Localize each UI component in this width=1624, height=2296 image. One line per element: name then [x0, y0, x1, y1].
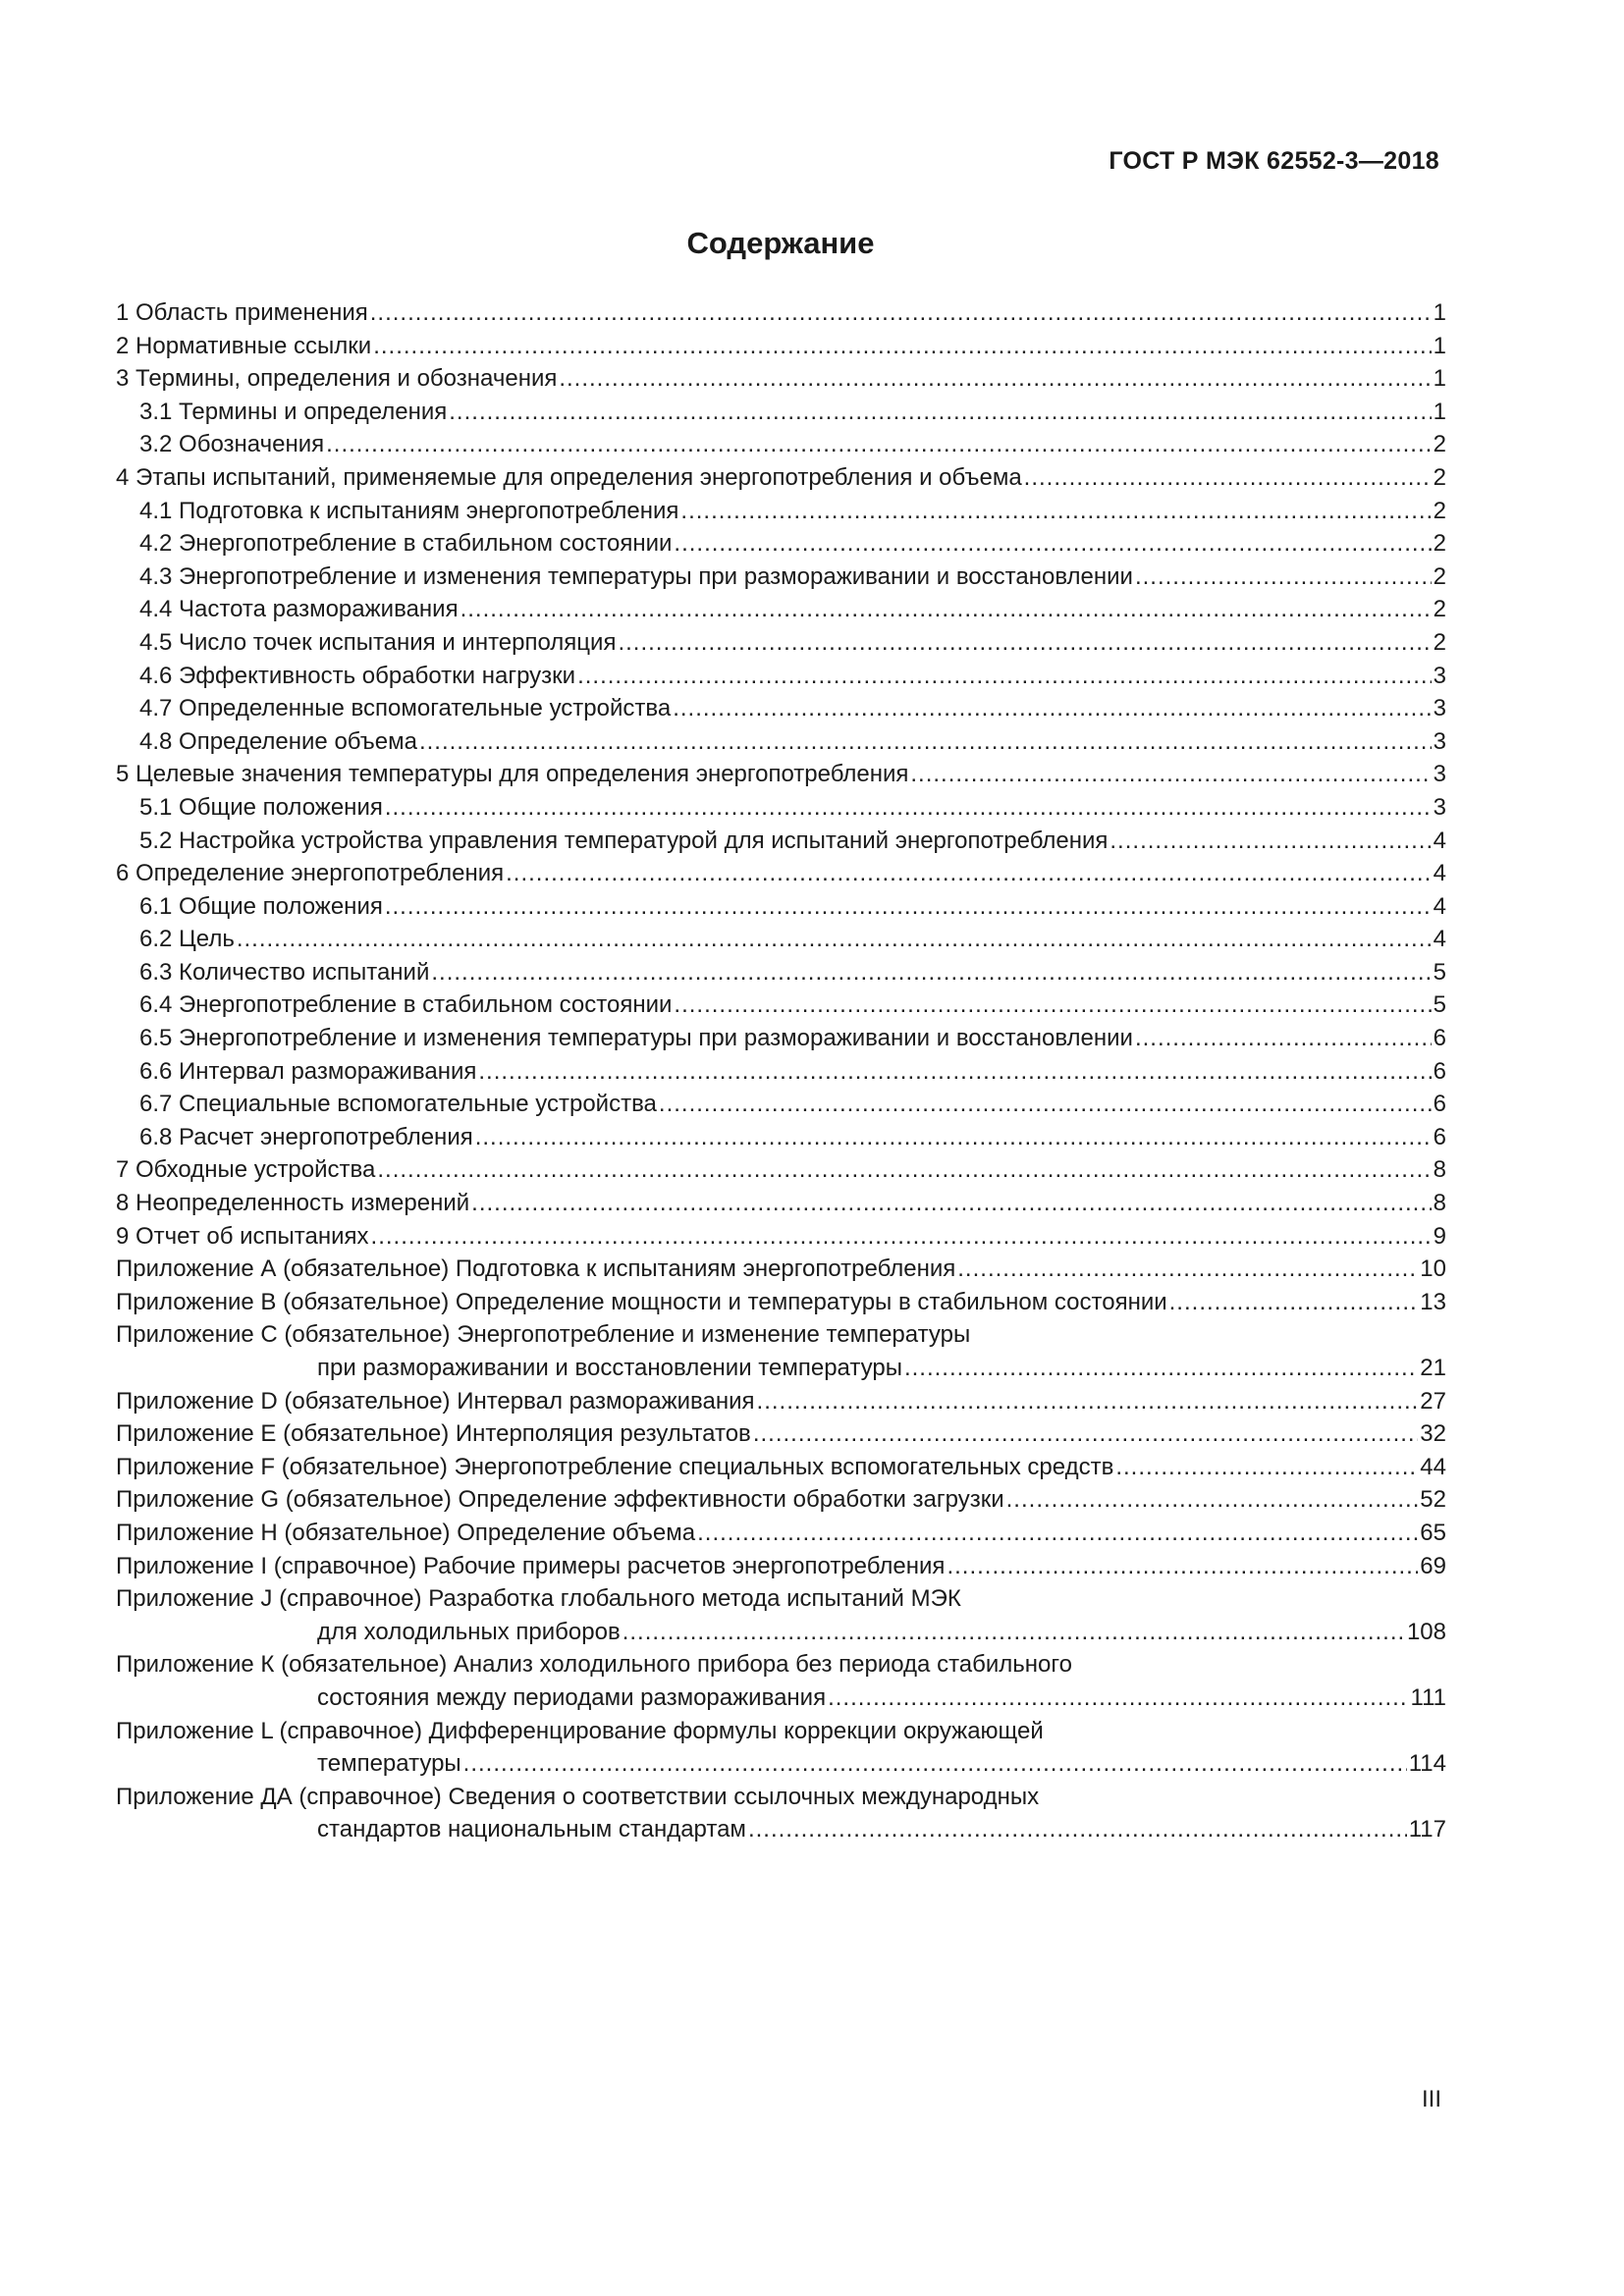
toc-entry-title-continued: для холодильных приборов [317, 1618, 621, 1645]
dot-leader [1169, 1286, 1419, 1319]
toc-page-number: 111 [1410, 1683, 1446, 1711]
toc-entry-title: 4.2 Энергопотребление в стабильном состоянии [139, 530, 673, 558]
toc-entry[interactable] [116, 956, 1446, 989]
dot-leader [659, 1088, 1432, 1121]
toc-page-number: 1 [1433, 398, 1446, 425]
toc-page-number: 6 [1433, 1057, 1446, 1085]
toc-entry[interactable] [116, 1220, 1446, 1254]
dot-leader [828, 1682, 1408, 1715]
toc-page-number: 1 [1433, 299, 1446, 326]
toc-entry[interactable] [116, 758, 1446, 791]
dot-leader [697, 1517, 1418, 1550]
toc-page-number: 4 [1433, 892, 1446, 920]
dot-leader [1135, 561, 1432, 594]
toc-entry[interactable] [116, 495, 1446, 528]
toc-entry-title: 6.3 Количество испытаний [139, 958, 430, 986]
toc-entry-title: 6.6 Интервал размораживания [139, 1057, 477, 1085]
toc-entry-title: 4.6 Эффективность обработки нагрузки [139, 662, 576, 689]
toc-entry[interactable] [116, 1417, 1446, 1451]
toc-page-number: 108 [1406, 1618, 1446, 1645]
toc-entry-title: 4.7 Определенные вспомогательные устройства [139, 695, 672, 722]
toc-page-number: 69 [1420, 1552, 1446, 1579]
dot-leader [370, 296, 1432, 330]
toc-entry[interactable] [116, 1582, 1446, 1648]
toc-entry[interactable] [116, 1187, 1446, 1220]
toc-page-number: 2 [1433, 562, 1446, 590]
toc-page-number: 2 [1433, 596, 1446, 623]
dot-leader [957, 1253, 1418, 1286]
toc-entry[interactable] [116, 561, 1446, 594]
dot-leader [385, 791, 1432, 825]
table-of-contents [116, 296, 1446, 1846]
dot-leader [506, 857, 1432, 890]
toc-entry-title: 3.2 Обозначения [139, 431, 325, 458]
dot-leader [947, 1550, 1418, 1583]
toc-page-number: 44 [1420, 1453, 1446, 1480]
dot-leader [463, 1747, 1407, 1781]
dot-leader [1110, 825, 1431, 858]
toc-entry-title: 7 Обходные устройства [116, 1156, 376, 1184]
dot-leader [673, 692, 1431, 725]
toc-entry-title: 4.1 Подготовка к испытаниям энергопотребления [139, 497, 679, 524]
document-id: ГОСТ Р МЭК 62552-3—2018 [1109, 147, 1439, 175]
toc-entry[interactable] [116, 725, 1446, 759]
toc-entry-title: 6 Определение энергопотребления [116, 860, 505, 887]
dot-leader [475, 1121, 1432, 1154]
dot-leader [471, 1187, 1431, 1220]
toc-entry[interactable] [116, 296, 1446, 330]
dot-leader [904, 1352, 1418, 1385]
toc-entry[interactable] [116, 1517, 1446, 1550]
toc-page-number: 5 [1433, 991, 1446, 1019]
toc-page-number: 117 [1408, 1816, 1446, 1843]
dot-leader [237, 923, 1432, 956]
toc-entry-title: 9 Отчет об испытаниях [116, 1222, 369, 1250]
toc-entry-title-continued: состояния между периодами размораживания [317, 1683, 827, 1711]
toc-page-number: 3 [1433, 662, 1446, 689]
toc-entry-title: 8 Неопределенность измерений [116, 1190, 470, 1217]
toc-entry[interactable] [116, 1451, 1446, 1484]
toc-page-number: 13 [1420, 1288, 1446, 1315]
toc-page-number: 6 [1433, 1091, 1446, 1118]
toc-entry-title: 6.2 Цель [139, 926, 235, 953]
toc-entry[interactable] [116, 857, 1446, 890]
toc-entry-title: Приложение С (обязательное) Энергопотребление и изменение температуры [116, 1321, 971, 1349]
toc-entry-title: 4.4 Частота размораживания [139, 596, 459, 623]
toc-page-number: 2 [1433, 628, 1446, 656]
toc-entry-title: 4 Этапы испытаний, применяемые для определения энергопотребления и объема [116, 463, 1022, 491]
dot-leader [674, 527, 1431, 561]
toc-page-number: 5 [1433, 958, 1446, 986]
toc-page-number: 27 [1420, 1387, 1446, 1415]
toc-page-number: 4 [1433, 827, 1446, 854]
toc-entry[interactable] [116, 660, 1446, 693]
toc-entry[interactable] [116, 1781, 1446, 1846]
dot-leader [618, 626, 1431, 660]
toc-page-number: 1 [1433, 332, 1446, 359]
toc-entry-title: Приложение Н (обязательное) Определение объема [116, 1519, 696, 1546]
toc-entry-title: 3.1 Термины и определения [139, 398, 448, 425]
toc-entry[interactable] [116, 593, 1446, 626]
toc-entry[interactable] [116, 692, 1446, 725]
toc-page-number: 9 [1433, 1222, 1446, 1250]
toc-entry[interactable] [116, 362, 1446, 396]
dot-leader [373, 330, 1431, 363]
dot-leader [1135, 1022, 1432, 1055]
toc-entry[interactable] [116, 1715, 1446, 1781]
dot-leader [559, 362, 1431, 396]
page-title: Содержание [686, 226, 875, 260]
toc-entry[interactable] [116, 1286, 1446, 1319]
toc-page-number: 21 [1420, 1355, 1446, 1381]
toc-entry-title: Приложение Е (обязательное) Интерполяция результатов [116, 1420, 751, 1448]
toc-entry-title: 6.7 Специальные вспомогательные устройства [139, 1091, 657, 1118]
dot-leader [757, 1385, 1419, 1418]
toc-entry[interactable] [116, 890, 1446, 924]
toc-entry[interactable] [116, 626, 1446, 660]
toc-entry[interactable] [116, 461, 1446, 495]
toc-entry-title: Приложение L (справочное) Дифференцирование формулы коррекции окружающей [116, 1717, 1044, 1744]
toc-page-number: 8 [1433, 1190, 1446, 1217]
dot-leader [577, 660, 1432, 693]
toc-entry-title: 6.8 Расчет энергопотребления [139, 1123, 473, 1150]
toc-entry[interactable] [116, 1153, 1446, 1187]
toc-entry-title: 4.8 Определение объема [139, 727, 417, 755]
toc-entry-title: 1 Область применения [116, 299, 368, 326]
toc-page-number: 6 [1433, 1123, 1446, 1150]
toc-page-number: 10 [1420, 1255, 1446, 1283]
toc-entry-title: Приложение К (обязательное) Анализ холодильного прибора без периода стабильного [116, 1651, 1072, 1679]
toc-entry[interactable] [116, 1253, 1446, 1286]
toc-page-number: 4 [1433, 860, 1446, 887]
dot-leader [680, 495, 1431, 528]
toc-entry[interactable] [116, 428, 1446, 461]
dot-leader [623, 1616, 1405, 1649]
dot-leader [910, 758, 1431, 791]
toc-page-number: 52 [1420, 1486, 1446, 1514]
toc-entry-title: 5.2 Настройка устройства управления температурой для испытаний энергопотребления [139, 827, 1109, 854]
toc-entry[interactable] [116, 1022, 1446, 1055]
dot-leader [1006, 1483, 1419, 1517]
toc-entry[interactable] [116, 330, 1446, 363]
toc-entry[interactable] [116, 1648, 1446, 1714]
toc-entry-title: 6.5 Энергопотребление и изменения температуры при размораживании и восстановлении [139, 1025, 1133, 1052]
toc-entry-title-continued: температуры [317, 1750, 461, 1778]
toc-page-number: 2 [1433, 431, 1446, 458]
toc-page-number: 1 [1433, 365, 1446, 393]
dot-leader [431, 956, 1431, 989]
toc-entry-title-continued: при размораживании и восстановлении температуры [317, 1355, 902, 1381]
dot-leader [419, 725, 1432, 759]
toc-page-number: 32 [1420, 1420, 1446, 1448]
toc-entry-title: Приложение А (обязательное) Подготовка к испытаниям энергопотребления [116, 1255, 956, 1283]
toc-entry[interactable] [116, 527, 1446, 561]
dot-leader [1115, 1451, 1418, 1484]
toc-entry-title: 4.5 Число точек испытания и интерполяция [139, 628, 617, 656]
dot-leader [753, 1417, 1418, 1451]
toc-entry-title: 6.4 Энергопотребление в стабильном состоянии [139, 991, 673, 1019]
toc-entry-title-continued: стандартов национальным стандартам [317, 1816, 746, 1843]
toc-page-number: 2 [1433, 497, 1446, 524]
toc-entry[interactable] [116, 1088, 1446, 1121]
dot-leader [1024, 461, 1432, 495]
toc-entry-title: 4.3 Энергопотребление и изменения температуры при размораживании и восстановлении [139, 562, 1133, 590]
toc-entry-title: Приложение В (обязательное) Определение мощности и температуры в стабильном состоянии [116, 1288, 1167, 1315]
toc-entry-title: 3 Термины, определения и обозначения [116, 365, 558, 393]
dot-leader [385, 890, 1432, 924]
toc-entry-title: 5 Целевые значения температуры для определения энергопотребления [116, 761, 909, 788]
toc-entry-title: 5.1 Общие положения [139, 793, 383, 821]
toc-page-number: 3 [1433, 727, 1446, 755]
toc-entry[interactable] [116, 988, 1446, 1022]
dot-leader [371, 1220, 1432, 1254]
toc-entry[interactable] [116, 396, 1446, 429]
toc-page-number: 2 [1433, 463, 1446, 491]
toc-entry-title: Приложение I (справочное) Рабочие примеры расчетов энергопотребления [116, 1552, 946, 1579]
toc-entry[interactable] [116, 1055, 1446, 1089]
toc-entry-title: Приложение J (справочное) Разработка глобального метода испытаний МЭК [116, 1585, 961, 1613]
toc-page-number: 8 [1433, 1156, 1446, 1184]
toc-entry-title: 2 Нормативные ссылки [116, 332, 372, 359]
toc-entry[interactable] [116, 791, 1446, 825]
dot-leader [674, 988, 1431, 1022]
toc-entry[interactable] [116, 1121, 1446, 1154]
dot-leader [326, 428, 1432, 461]
toc-entry[interactable] [116, 1550, 1446, 1583]
page-number: III [1421, 2086, 1441, 2112]
toc-entry-title: Приложение G (обязательное) Определение эффективности обработки загрузки [116, 1486, 1004, 1514]
dot-leader [449, 396, 1431, 429]
dot-leader [478, 1055, 1431, 1089]
toc-page-number: 3 [1433, 793, 1446, 821]
toc-entry-title: Приложение F (обязательное) Энергопотребление специальных вспомогательных средств [116, 1453, 1114, 1480]
dot-leader [377, 1153, 1431, 1187]
toc-entry-title: Приложение ДА (справочное) Сведения о соответствии ссылочных международных [116, 1783, 1040, 1810]
dot-leader [748, 1813, 1407, 1846]
toc-entry-title: 6.1 Общие положения [139, 892, 383, 920]
toc-page-number: 65 [1420, 1519, 1446, 1546]
toc-page-number: 2 [1433, 530, 1446, 558]
toc-entry-title: Приложение D (обязательное) Интервал размораживания [116, 1387, 755, 1415]
toc-page-number: 3 [1433, 761, 1446, 788]
toc-page-number: 4 [1433, 926, 1446, 953]
toc-entry[interactable] [116, 825, 1446, 858]
toc-entry[interactable] [116, 1318, 1446, 1384]
toc-entry[interactable] [116, 923, 1446, 956]
toc-entry[interactable] [116, 1385, 1446, 1418]
toc-entry[interactable] [116, 1483, 1446, 1517]
toc-page-number: 6 [1433, 1025, 1446, 1052]
toc-page-number: 3 [1433, 695, 1446, 722]
dot-leader [460, 593, 1432, 626]
toc-page-number: 114 [1408, 1750, 1446, 1778]
